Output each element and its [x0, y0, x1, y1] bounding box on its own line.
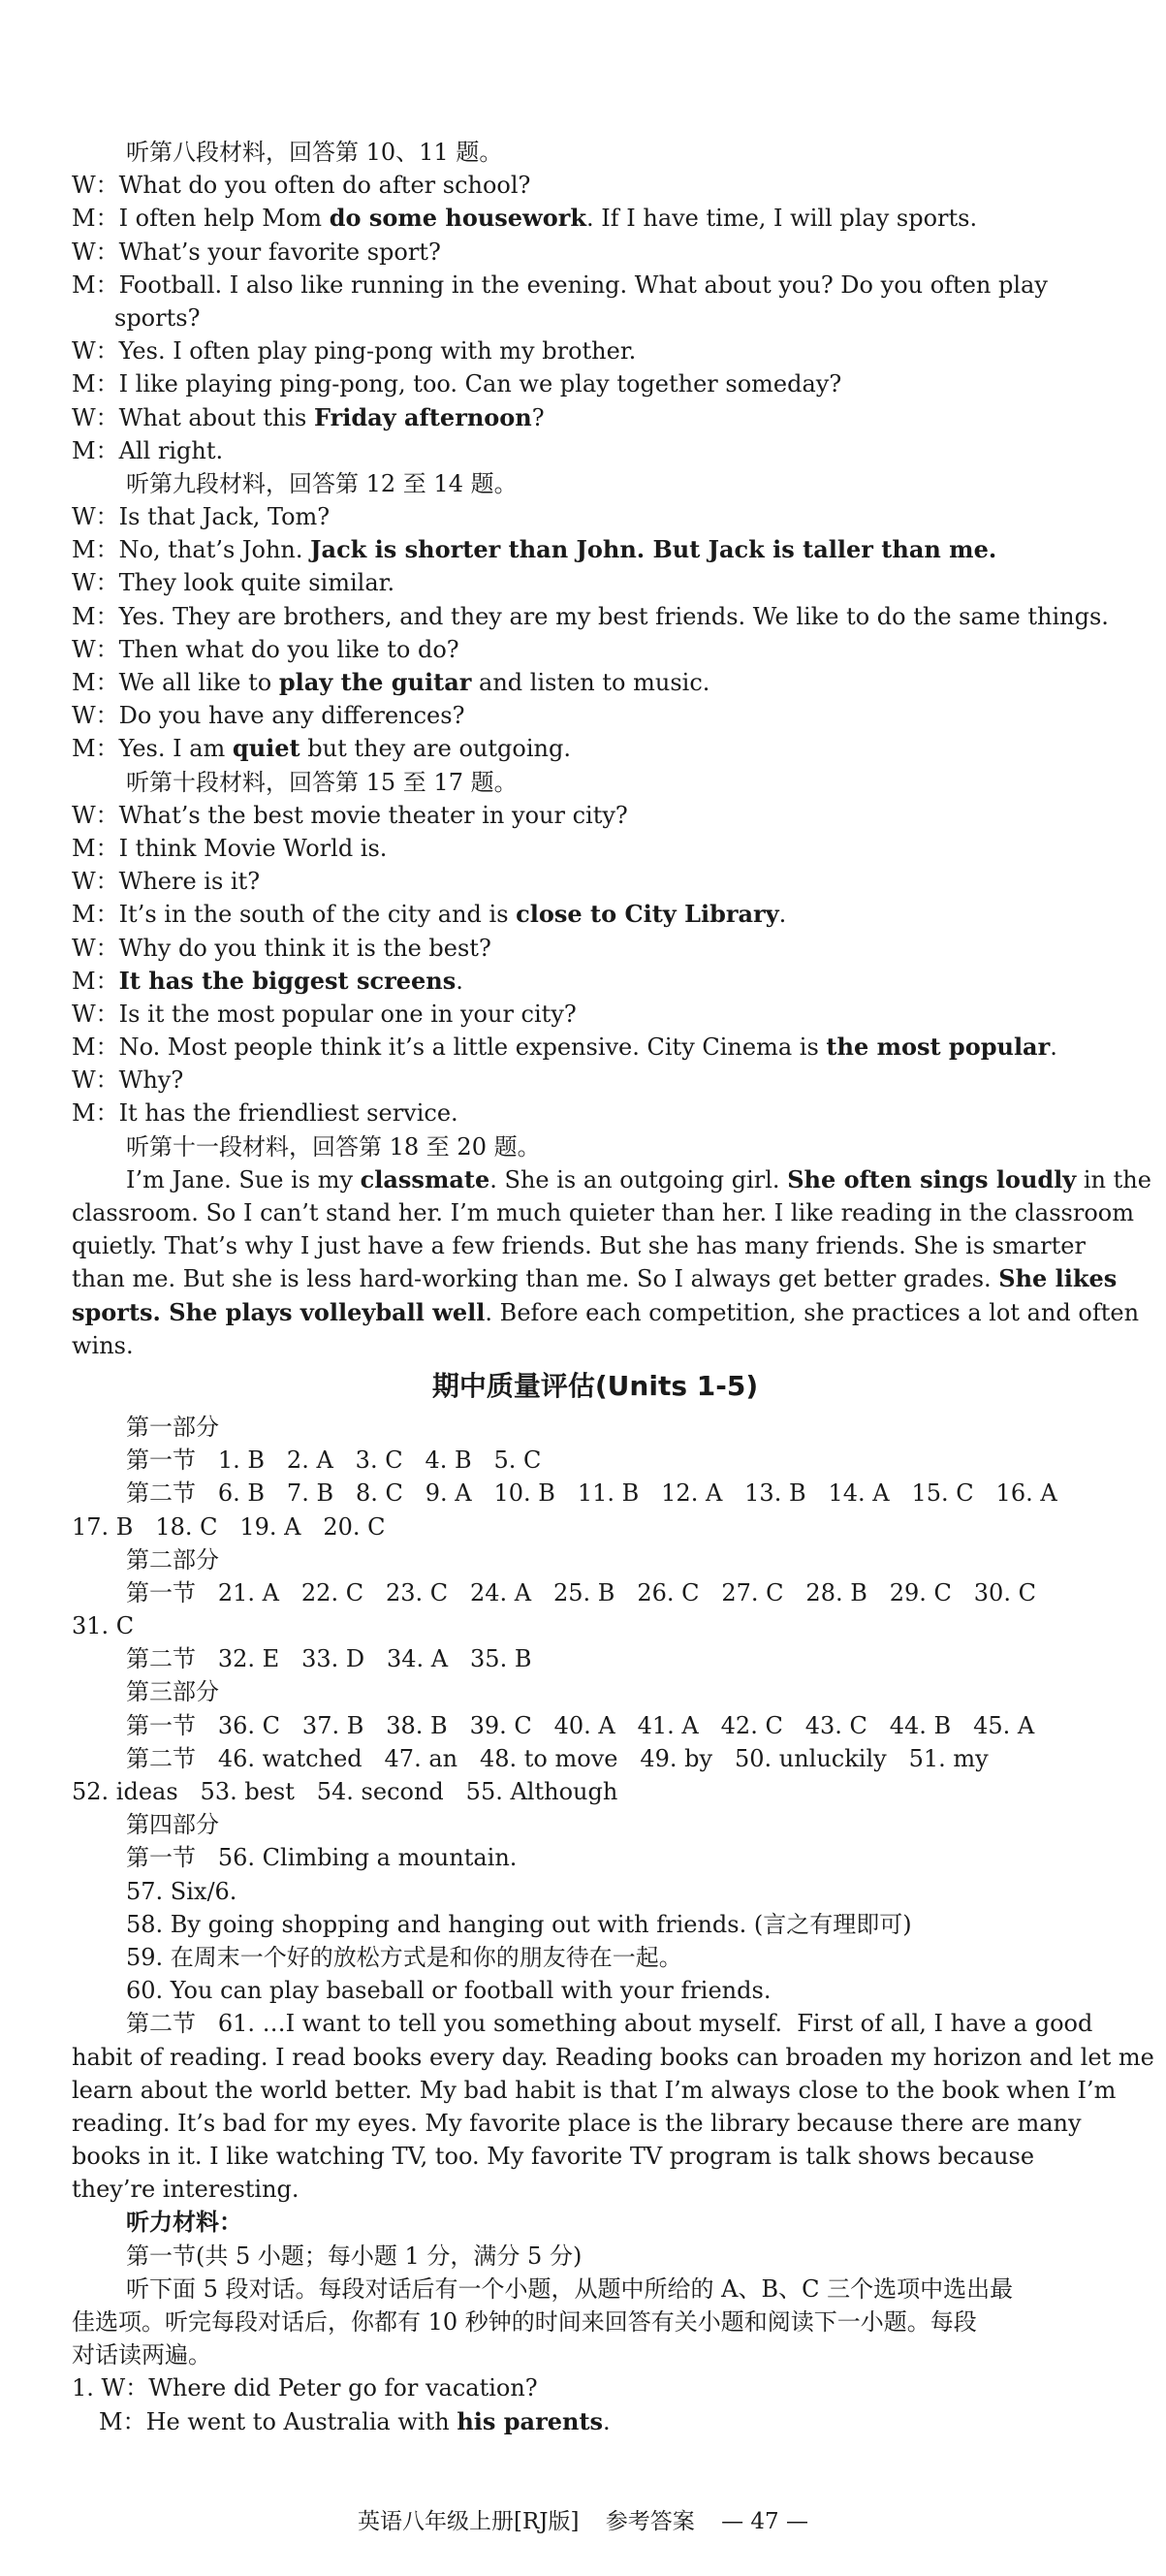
- dialogue-line: M：No, that’s John. Jack is shorter than John. But Jack is taller than me.: [72, 535, 997, 564]
- answer-row: 31. C: [72, 1612, 135, 1640]
- passage-line: wins.: [72, 1331, 134, 1359]
- dialogue-line: 1. W：Where did Peter go for vacation?: [72, 2374, 538, 2402]
- dialogue-line: W：Do you have any differences?: [72, 702, 465, 730]
- dialogue-line: W：Is it the most popular one in your city?: [72, 1000, 577, 1028]
- answer-row: 58. By going shopping and hanging out with friends. (言之有理即可): [126, 1910, 912, 1938]
- dialogue-line: W：They look quite similar.: [72, 569, 395, 597]
- dialogue-line: sports?: [114, 303, 201, 332]
- dialogue-line: M：It has the friendliest service.: [72, 1099, 458, 1128]
- dialogue-line: M：I think Movie World is.: [72, 834, 388, 862]
- part-label: 第三部分: [126, 1678, 219, 1706]
- page-number: — 47 —: [721, 2509, 808, 2534]
- page-footer: [0, 2503, 1166, 2535]
- dialogue-line: M：Yes. They are brothers, and they are my best friends. We like to do the same things.: [72, 602, 1109, 630]
- answer-row: 第二节 6. B 7. B 8. C 9. A 10. B 11. B 12. A 13. B 14. A 15. C 16. A: [126, 1479, 1057, 1508]
- answer-row: 第一节 56. Climbing a mountain.: [126, 1844, 518, 1872]
- instruction-line: 对话读两遍。: [72, 2341, 211, 2369]
- dialogue-line: W：Yes. I often play ping-pong with my brother.: [72, 337, 637, 366]
- essay-line: 第二节 61. …I want to tell you something about myself. First of all, I have a good: [126, 2010, 1093, 2038]
- dialogue-line: W：What about this Friday afternoon?: [72, 402, 545, 431]
- dialogue-line: M：It has the biggest screens.: [72, 966, 463, 995]
- section-heading: 听第十段材料，回答第 15 至 17 题。: [126, 768, 518, 796]
- answer-row: 60. You can play baseball or football with your friends.: [126, 1977, 772, 2005]
- dialogue-line: W：Why?: [72, 1066, 184, 1095]
- dialogue-line: M：Football. I also like running in the evening. What about you? Do you often play: [72, 270, 1048, 299]
- dialogue-line: M：We all like to play the guitar and listen to music.: [72, 668, 710, 696]
- dialogue-line: W：What’s the best movie theater in your city?: [72, 801, 628, 829]
- dialogue-line: W：What’s your favorite sport?: [72, 238, 441, 266]
- passage-line: quietly. That’s why I just have a few friends. But she has many friends. She is smarter: [72, 1232, 1086, 1260]
- dialogue-line: W：Why do you think it is the best?: [72, 934, 491, 962]
- essay-line: learn about the world better. My bad habit is that I’m always close to the book when I’m: [72, 2076, 1117, 2104]
- answer-row: 52. ideas 53. best 54. second 55. Although: [72, 1778, 618, 1805]
- part-label: 第一部分: [126, 1413, 219, 1441]
- dialogue-line: W：Then what do you like to do?: [72, 635, 459, 663]
- answer-row: 57. Six/6.: [126, 1877, 237, 1905]
- listening-material-title: 听力材料：: [126, 2208, 242, 2237]
- page-body: [72, 136, 1154, 2438]
- footer-section: 参考答案: [605, 2509, 695, 2534]
- section-heading: 听第八段材料，回答第 10、11 题。: [126, 139, 503, 166]
- dialogue-line: W：Where is it?: [72, 868, 261, 896]
- essay-line: habit of reading. I read books every day. Reading books can broaden my horizon and let me: [72, 2043, 1154, 2071]
- dialogue-line: M：Yes. I am quiet but they are outgoing.: [72, 734, 571, 763]
- answer-row: 第一节 21. A 22. C 23. C 24. A 25. B 26. C 27. C 28. B 29. C 30. C: [126, 1578, 1036, 1606]
- instruction-line: 佳选项。听完每段对话后，你都有 10 秒钟的时间来回答有关小题和阅读下一小题。每段: [72, 2308, 977, 2336]
- section-heading: 听第十一段材料，回答第 18 至 20 题。: [126, 1132, 541, 1161]
- answer-row: 第二节 32. E 33. D 34. A 35. B: [126, 1645, 532, 1673]
- answer-row: 59. 在周末一个好的放松方式是和你的朋友待在一起。: [126, 1943, 682, 1971]
- passage-line: classroom. So I can’t stand her. I’m much quieter than her. I like reading in the classroom: [72, 1199, 1134, 1226]
- part-label: 第二部分: [126, 1545, 219, 1574]
- answer-row: 第二节 46. watched 47. an 48. to move 49. by 50. unluckily 51. my: [126, 1744, 989, 1772]
- passage-line: sports. She plays volleyball well. Before each competition, she practices a lot and often: [72, 1297, 1140, 1326]
- dialogue-line: M：He went to Australia with his parents.: [99, 2406, 611, 2435]
- essay-line: they’re interesting.: [72, 2176, 299, 2204]
- essay-line: reading. It’s bad for my eyes. My favorite place is the library because there are many: [72, 2109, 1082, 2137]
- answer-row: 17. B 18. C 19. A 20. C: [72, 1512, 386, 1541]
- passage-line: than me. But she is less hard-working than me. So I always get better grades. She likes: [72, 1264, 1118, 1293]
- dialogue-line: W：Is that Jack, Tom?: [72, 503, 331, 531]
- essay-line: books in it. I like watching TV, too. My favorite TV program is talk shows because: [72, 2143, 1035, 2171]
- dialogue-line: M：I like playing ping-pong, too. Can we play together someday?: [72, 370, 842, 398]
- dialogue-line: W：What do you often do after school?: [72, 172, 531, 200]
- footer-book-title: 英语八年级上册[RJ版]: [358, 2509, 580, 2534]
- passage-line: I’m Jane. Sue is my classmate. She is an outgoing girl. She often sings loudly in the: [126, 1164, 1151, 1193]
- part-label: 第四部分: [126, 1811, 219, 1839]
- dialogue-line: M：It’s in the south of the city and is close to City Library.: [72, 900, 787, 929]
- dialogue-line: M：All right.: [72, 436, 224, 464]
- answer-row: 第一节 36. C 37. B 38. B 39. C 40. A 41. A 42. C 43. C 44. B 45. A: [126, 1711, 1035, 1739]
- answer-row: 第一节 1. B 2. A 3. C 4. B 5. C: [126, 1447, 542, 1475]
- instruction-line: 第一节(共 5 小题；每小题 1 分，满分 5 分): [126, 2242, 583, 2270]
- section-heading: 听第九段材料，回答第 12 至 14 题。: [126, 469, 518, 497]
- dialogue-line: M：I often help Mom do some housework. If I have time, I will play sports.: [72, 204, 978, 233]
- instruction-line: 听下面 5 段对话。每段对话后有一个小题，从题中所给的 A、B、C 三个选项中选出最: [126, 2274, 1014, 2303]
- dialogue-line: M：No. Most people think it’s a little expensive. City Cinema is the most popular.: [72, 1033, 1057, 1062]
- midterm-title: 期中质量评估(Units 1-5): [431, 1369, 759, 1402]
